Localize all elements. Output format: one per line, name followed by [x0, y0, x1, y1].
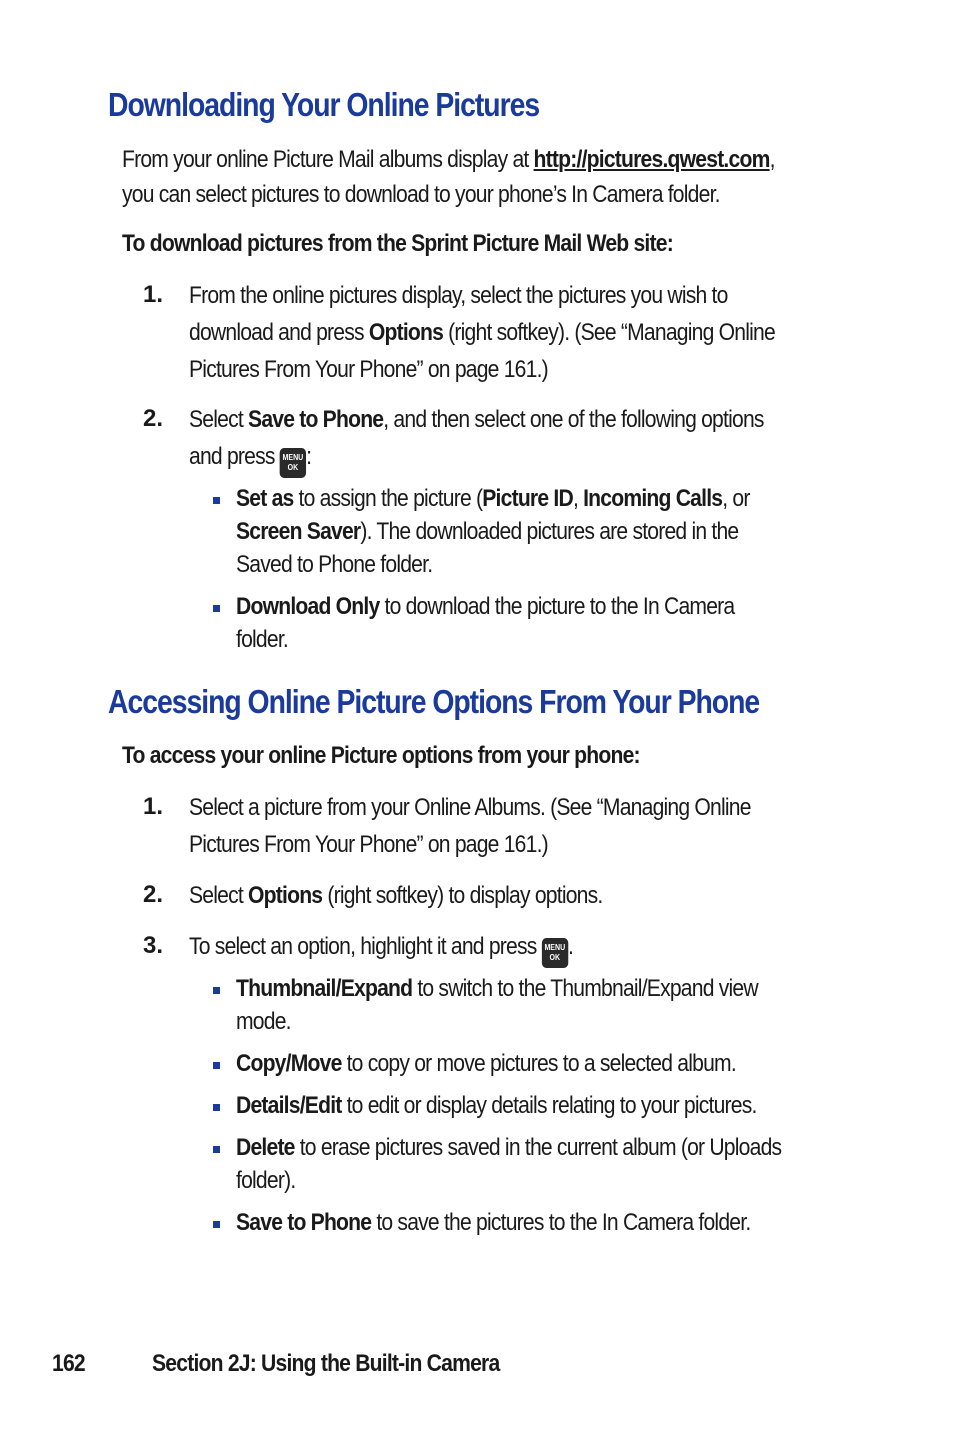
- bullet-text: Details/Edit to edit or display details relating to your pictures.: [236, 1092, 757, 1119]
- bullet-square-icon: [213, 1104, 220, 1111]
- picture-mail-link[interactable]: http://pictures.qwest.com: [533, 146, 770, 173]
- step-number: 2.: [143, 881, 164, 908]
- step-text: Select Options (right softkey) to display options.: [189, 882, 603, 909]
- step-number: 1.: [143, 793, 164, 820]
- page-number: 162: [52, 1350, 85, 1377]
- menu-ok-key-icon: MENU OK: [542, 938, 568, 968]
- procedure-lead-access: To access your online Picture options from your phone:: [122, 742, 640, 769]
- step-number: 1.: [143, 281, 164, 308]
- step-number: 3.: [143, 932, 164, 959]
- step-text: To select an option, highlight it and press MENU OK .: [189, 928, 625, 968]
- bullet-square-icon: [213, 987, 220, 994]
- bullet-square-icon: [213, 605, 220, 612]
- section-title-downloading: Downloading Your Online Pictures: [108, 86, 540, 123]
- bullet-text: Thumbnail/Expand to switch to the Thumbnail/Expand view mode.: [236, 975, 758, 1035]
- bullet-square-icon: [213, 1221, 220, 1228]
- step-text: Select Save to Phone, and then select one of the following options and press MENU OK :: [189, 401, 842, 478]
- step-text: Select a picture from your Online Albums. (See “Managing Online Pictures From Your Phone” on page 161.): [189, 794, 751, 858]
- bullet-text: Save to Phone to save the pictures to the In Camera folder.: [236, 1209, 751, 1236]
- bullet-square-icon: [213, 1146, 220, 1153]
- bullet-text: Download Only to download the picture to the In Camera folder.: [236, 593, 735, 653]
- step-text: From the online pictures display, select the pictures you wish to download and press Options (right softkey). (See “Managing Online Pictures From Your Phone” on page 161.): [189, 282, 775, 383]
- bullet-text: Delete to erase pictures saved in the current album (or Uploads folder).: [236, 1134, 782, 1194]
- procedure-lead-download: To download pictures from the Sprint Picture Mail Web site:: [122, 230, 673, 257]
- section-title-accessing: Accessing Online Picture Options From Your Phone: [108, 683, 760, 720]
- bullet-text: Set as to assign the picture (Picture ID, Incoming Calls, or Screen Saver). The downloaded pictures are stored in the Saved to Phone folder.: [236, 485, 750, 578]
- menu-ok-key-icon: MENU OK: [280, 448, 306, 478]
- step-number: 2.: [143, 405, 164, 432]
- bullet-square-icon: [213, 497, 220, 504]
- intro-paragraph: From your online Picture Mail albums display at http://pictures.qwest.com, you can select pictures to download to your phone’s In Camera folder.: [122, 146, 775, 208]
- bullet-square-icon: [213, 1062, 220, 1069]
- footer-section-title: Section 2J: Using the Built-in Camera: [152, 1350, 500, 1377]
- bullet-text: Copy/Move to copy or move pictures to a selected album.: [236, 1050, 736, 1077]
